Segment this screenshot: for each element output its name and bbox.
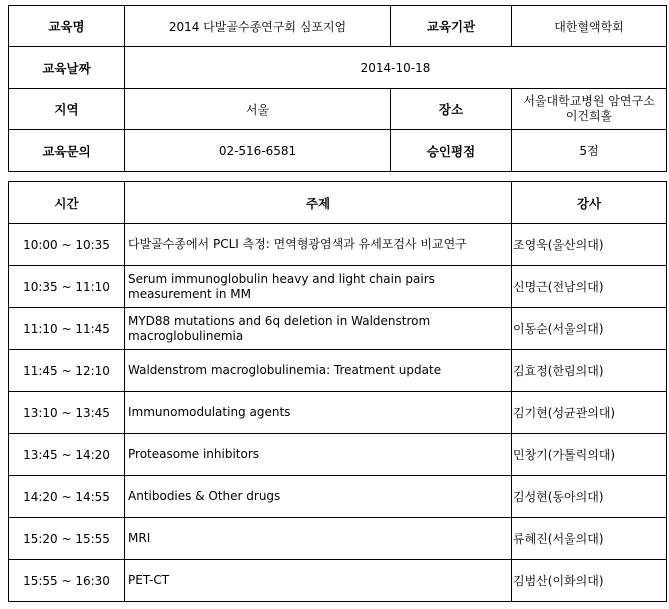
course-name-value: 2014 다발골수종연구회 심포지엄 bbox=[125, 6, 391, 47]
table-row bbox=[9, 266, 667, 308]
venue-label: 장소 bbox=[391, 89, 512, 130]
credits-value: 5점 bbox=[512, 130, 667, 172]
date-value: 2014-10-18 bbox=[125, 47, 667, 89]
schedule-lecturer: 김기현(성균관의대) bbox=[512, 392, 667, 434]
schedule-lecturer: 김성현(동아의대) bbox=[512, 476, 667, 518]
schedule-time: 13:10 ~ 13:45 bbox=[9, 392, 125, 434]
time-header: 시간 bbox=[9, 182, 125, 224]
schedule-time: 15:20 ~ 15:55 bbox=[9, 518, 125, 560]
schedule-topic: 다발골수종에서 PCLI 측정: 면역형광염색과 유세포검사 비교연구 bbox=[125, 224, 512, 266]
schedule-lecturer: 류혜진(서울의대) bbox=[512, 518, 667, 560]
course-info-table bbox=[8, 5, 667, 172]
schedule-time: 10:00 ~ 10:35 bbox=[9, 224, 125, 266]
table-row bbox=[9, 308, 667, 350]
table-row bbox=[9, 350, 667, 392]
table-row bbox=[9, 518, 667, 560]
contact-value: 02-516-6581 bbox=[125, 130, 391, 172]
schedule-topic: Serum immunoglobulin heavy and light chain pairs measurement in MM bbox=[125, 266, 512, 308]
schedule-time: 11:10 ~ 11:45 bbox=[9, 308, 125, 350]
course-name-label: 교육명 bbox=[9, 6, 125, 47]
table-row bbox=[9, 560, 667, 602]
lecturer-header: 강사 bbox=[512, 182, 667, 224]
schedule-lecturer: 이동순(서울의대) bbox=[512, 308, 667, 350]
region-value: 서울 bbox=[125, 89, 391, 130]
schedule-topic: Proteasome inhibitors bbox=[125, 434, 512, 476]
venue-line-1: 서울대학교병원 암연구소 bbox=[523, 94, 655, 108]
schedule-lecturer: 김범산(이화의대) bbox=[512, 560, 667, 602]
schedule-topic: MYD88 mutations and 6q deletion in Waldenstrom macroglobulinemia bbox=[125, 308, 512, 350]
schedule-header-row bbox=[9, 182, 667, 224]
schedule-lecturer: 신명근(전남의대) bbox=[512, 266, 667, 308]
schedule-time: 14:20 ~ 14:55 bbox=[9, 476, 125, 518]
info-row-contact bbox=[9, 130, 667, 172]
schedule-topic: Immunomodulating agents bbox=[125, 392, 512, 434]
credits-label: 승인평점 bbox=[391, 130, 512, 172]
institution-label: 교육기관 bbox=[391, 6, 512, 47]
contact-label: 교육문의 bbox=[9, 130, 125, 172]
table-row bbox=[9, 224, 667, 266]
info-row-region bbox=[9, 89, 667, 130]
table-row bbox=[9, 476, 667, 518]
venue-line-2: 이건희홀 bbox=[565, 109, 613, 123]
schedule-topic: Antibodies & Other drugs bbox=[125, 476, 512, 518]
schedule-topic: PET-CT bbox=[125, 560, 512, 602]
date-label: 교육날짜 bbox=[9, 47, 125, 89]
table-row bbox=[9, 392, 667, 434]
schedule-time: 10:35 ~ 11:10 bbox=[9, 266, 125, 308]
topic-header: 주제 bbox=[125, 182, 512, 224]
schedule-time: 15:55 ~ 16:30 bbox=[9, 560, 125, 602]
schedule-lecturer: 조영욱(울산의대) bbox=[512, 224, 667, 266]
schedule-topic: Waldenstrom macroglobulinemia: Treatment update bbox=[125, 350, 512, 392]
venue-value bbox=[512, 89, 667, 130]
schedule-topic: MRI bbox=[125, 518, 512, 560]
region-label: 지역 bbox=[9, 89, 125, 130]
schedule-time: 13:45 ~ 14:20 bbox=[9, 434, 125, 476]
schedule-table bbox=[8, 181, 667, 602]
schedule-lecturer: 민창기(가톨릭의대) bbox=[512, 434, 667, 476]
info-row-course bbox=[9, 6, 667, 47]
info-row-date bbox=[9, 47, 667, 89]
table-row bbox=[9, 434, 667, 476]
schedule-lecturer: 김효정(한림의대) bbox=[512, 350, 667, 392]
schedule-time: 11:45 ~ 12:10 bbox=[9, 350, 125, 392]
institution-value: 대한혈액학회 bbox=[512, 6, 667, 47]
